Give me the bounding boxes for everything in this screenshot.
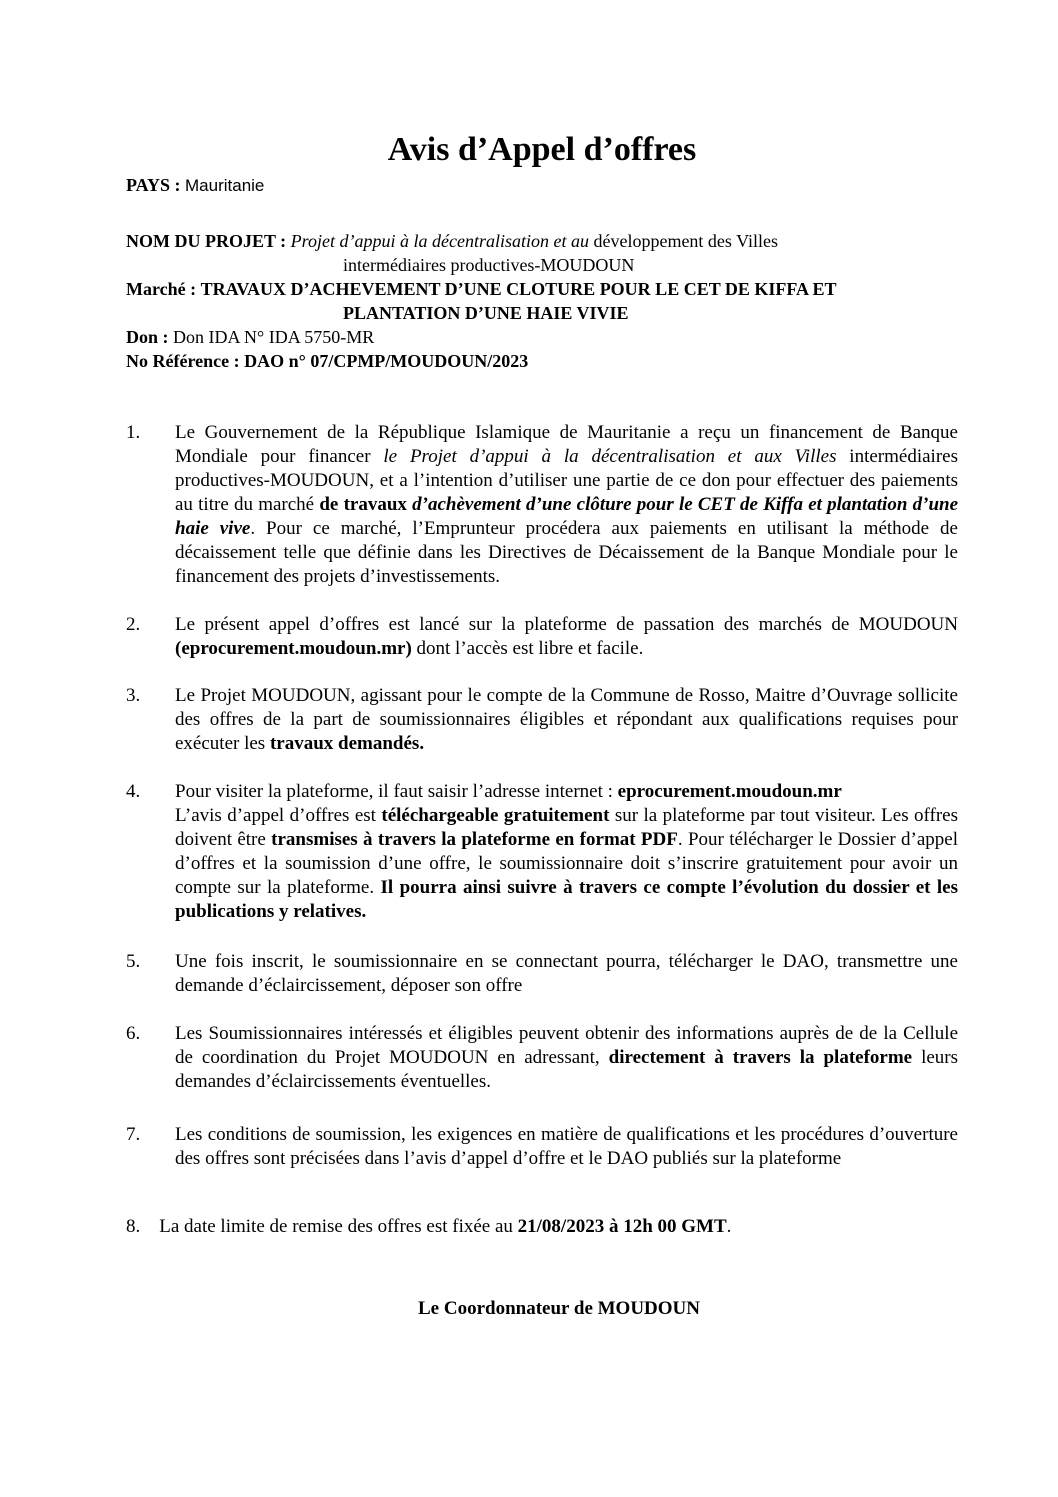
item-number: 1. xyxy=(126,422,141,443)
don-line xyxy=(126,326,374,348)
item-text: . Pour ce marché, l’Emprunteur procédera aux paiements en utilisant la méthode de décaissement telle que définie dans les Directives de Décaissement de la Banque Mondiale pour le financement des projets d’investissements. xyxy=(175,518,958,587)
list-item xyxy=(175,613,958,661)
list-item xyxy=(175,950,958,998)
item-text: dont l’accès est libre et facile. xyxy=(411,638,644,659)
item-number: 4. xyxy=(126,781,141,802)
reference-value: DAO n° 07/CPMP/MOUDOUN/2023 xyxy=(244,351,529,371)
item-text: Le Gouvernement de la République Islamique de Mauritanie a reçu un financement de Banque Mondiale pour financer xyxy=(175,422,958,467)
item-text-italic: le Projet d’appui à la décentralisation et aux Villes xyxy=(383,446,837,467)
item-number: 3. xyxy=(126,685,141,706)
item-text: leurs demandes d’éclaircissements éventuelles. xyxy=(175,1047,958,1092)
pays-value: Mauritanie xyxy=(185,176,265,195)
item-text-bold: travaux demandés. xyxy=(269,733,425,754)
projet-line-2: intermédiaires productives-MOUDOUN xyxy=(343,255,635,275)
item-text: L’avis d’appel d’offres est xyxy=(175,805,382,826)
list-item xyxy=(175,1123,958,1171)
item-text-bold: directement à travers la plateforme xyxy=(608,1047,913,1068)
item-text-bold: de travaux xyxy=(319,494,413,515)
item-text: La date limite de remise des offres est fixée au xyxy=(159,1216,518,1237)
marche-value: TRAVAUX D’ACHEVEMENT D’UNE CLOTURE POUR LE CET DE KIFFA ET xyxy=(200,279,837,299)
item-text: . xyxy=(726,1216,732,1237)
item-text: Le Projet MOUDOUN, agissant pour le compte de la Commune de Rosso, Maitre d’Ouvrage sollicite des offres de la part de soumissionnaires éligibles et répondant aux qualifications requises pour exécuter les xyxy=(175,685,958,754)
item-text: Les Soumissionnaires intéressés et éligibles peuvent obtenir des informations auprès de de la Cellule de coordination du Projet MOUDOUN en adressant, xyxy=(175,1023,958,1068)
item-text: Pour visiter la plateforme, il faut saisir l’adresse internet : xyxy=(175,781,618,802)
item-text-bold: (eprocurement.moudoun.mr) xyxy=(175,638,412,659)
list-item xyxy=(175,421,958,589)
list-item xyxy=(175,1022,958,1094)
projet-value-rest: développement des Villes xyxy=(593,231,779,251)
item-number: 8. xyxy=(126,1216,141,1237)
item-text: Les conditions de soumission, les exigences en matière de qualifications et les procédures d’ouverture des offres sont précisées dans l’avis d’appel d’offre et le DAO publiés sur la plateforme xyxy=(175,1124,958,1169)
document-title: Avis d’Appel d’offres xyxy=(387,131,697,168)
projet-value-italic: Projet d’appui à la décentralisation et au xyxy=(290,231,589,251)
marche-line xyxy=(126,278,837,300)
marche-line-2: PLANTATION D’UNE HAIE VIVIE xyxy=(343,303,629,323)
reference-line xyxy=(126,350,528,372)
don-label: Don : xyxy=(126,327,169,347)
item-text: Une fois inscrit, le soumissionnaire en se connectant pourra, télécharger le DAO, transmettre une demande d’éclaircissement, déposer son offre xyxy=(175,951,958,996)
deadline-date: 21/08/2023 à 12h 00 GMT xyxy=(517,1216,727,1237)
reference-label: No Référence : xyxy=(126,351,240,371)
pays-label: PAYS : xyxy=(126,175,181,195)
list-item xyxy=(175,780,958,924)
item-text-bold: Il pourra ainsi suivre à travers ce compte l’évolution du dossier et les publications y relatives. xyxy=(175,877,958,922)
item-text-bold: eprocurement.moudoun.mr xyxy=(617,781,842,802)
item-text: Le présent appel d’offres est lancé sur la plateforme de passation des marchés de MOUDOUN xyxy=(175,614,958,635)
don-value: Don IDA N° IDA 5750-MR xyxy=(173,327,375,347)
item-number: 2. xyxy=(126,614,141,635)
item-number: 5. xyxy=(126,951,141,972)
item-text-bold: transmises à travers la plateforme en format PDF xyxy=(271,829,678,850)
signature-line: Le Coordonnateur de MOUDOUN xyxy=(418,1298,701,1319)
projet-label: NOM DU PROJET : xyxy=(126,231,287,251)
marche-label: Marché : xyxy=(126,279,197,299)
item-text: sur la plateforme par tout visiteur. Les offres doivent être xyxy=(175,805,958,850)
item-number: 6. xyxy=(126,1023,141,1044)
list-item xyxy=(126,1215,731,1239)
pays-line xyxy=(126,174,264,197)
item-text: . Pour télécharger le Dossier d’appel d’offres et la soumission d’une offre, le soumissionnaire doit s’inscrire gratuitement pour avoir un compte sur la plateforme. xyxy=(175,829,958,898)
item-text: intermédiaires productives-MOUDOUN, et a l’intention d’utiliser une partie de ce don pour effectuer des paiements au titre du marché xyxy=(175,446,958,515)
list-item xyxy=(175,684,958,756)
projet-line xyxy=(126,230,778,252)
item-text-bold: téléchargeable gratuitement xyxy=(381,805,610,826)
item-number: 7. xyxy=(126,1124,141,1145)
item-text-bold-italic: d’achèvement d’une clôture pour le CET de Kiffa et plantation d’une haie vive xyxy=(175,494,959,539)
